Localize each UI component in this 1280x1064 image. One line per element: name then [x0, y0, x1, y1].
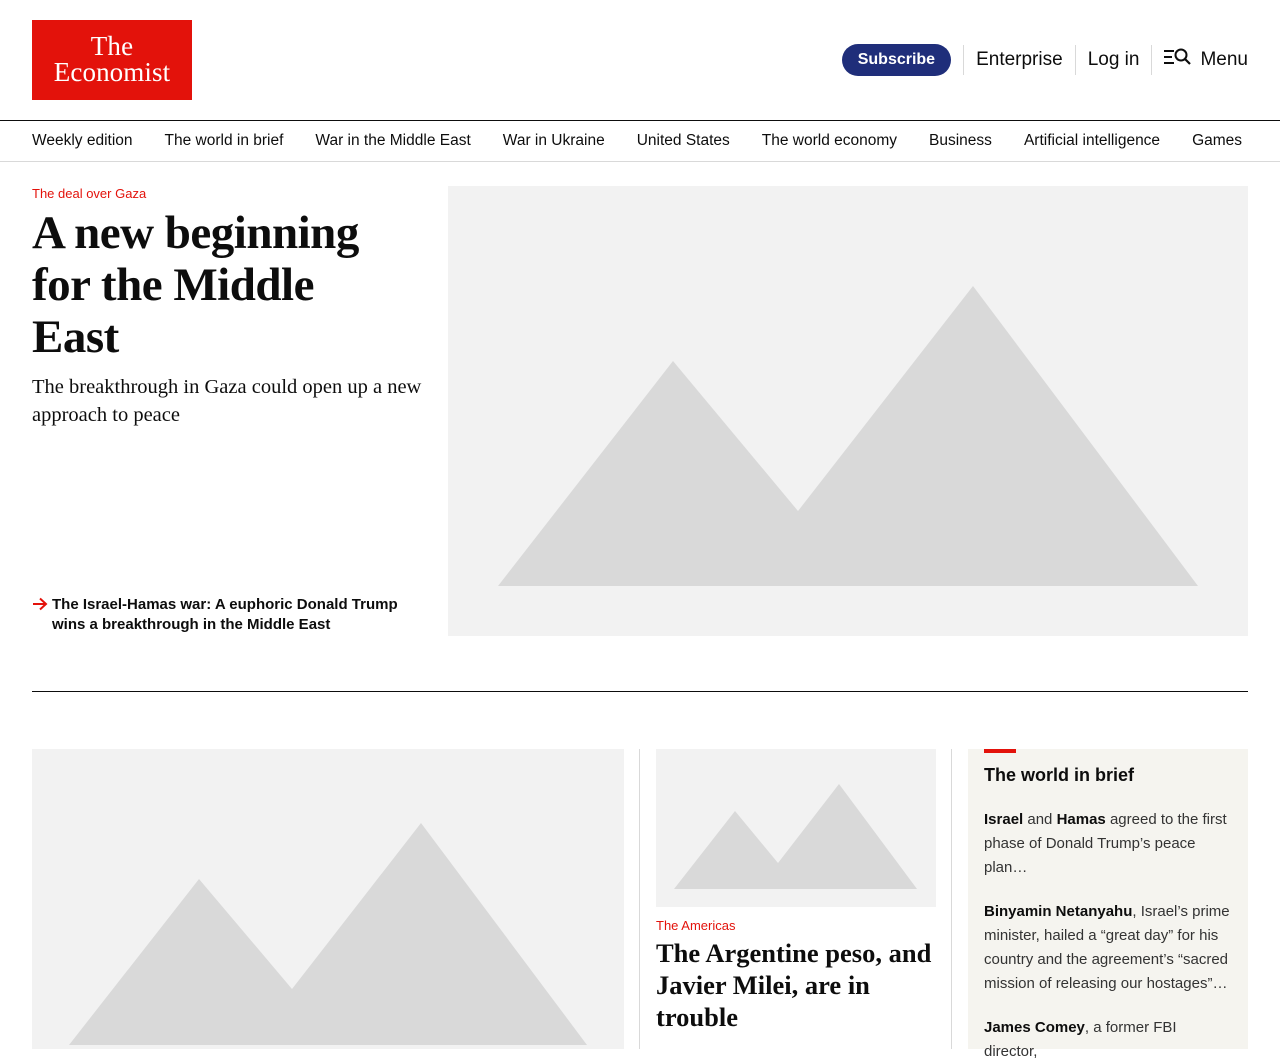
- brief-item-text: agreed to the first phase of Donald Trump’s peace plan…: [984, 811, 1227, 876]
- divider: [1151, 45, 1152, 75]
- nav-games[interactable]: Games: [1192, 132, 1243, 149]
- brief-item-text: , a former FBI director,: [984, 1019, 1177, 1060]
- secondary-story: [656, 918, 936, 1033]
- nav-world-in-brief[interactable]: The world in brief: [164, 132, 284, 149]
- nav-world-economy[interactable]: The world economy: [761, 132, 898, 149]
- nav-weekly-edition[interactable]: Weekly edition: [32, 132, 133, 149]
- section-divider: [32, 691, 1248, 692]
- section-nav: [0, 120, 1280, 162]
- story-image-placeholder[interactable]: [32, 749, 624, 1049]
- economist-logo[interactable]: [32, 20, 192, 100]
- arrow-right-icon: [32, 595, 52, 616]
- secondary-flytitle[interactable]: The Americas: [656, 918, 736, 933]
- image-placeholder-icon: [32, 749, 624, 1049]
- lead-flytitle[interactable]: The deal over Gaza: [32, 186, 147, 201]
- enterprise-link[interactable]: Enterprise: [976, 49, 1063, 70]
- brief-item[interactable]: [984, 1016, 1232, 1064]
- brief-item-bold: Israel: [984, 811, 1024, 828]
- menu-label: Menu: [1200, 49, 1248, 70]
- brief-item[interactable]: [984, 900, 1232, 996]
- lead-headline[interactable]: A new beginning for the Middle East: [32, 207, 359, 363]
- menu-button[interactable]: [1164, 47, 1248, 73]
- related-link[interactable]: [32, 595, 422, 635]
- divider: [963, 45, 964, 75]
- column-divider: [639, 749, 640, 1049]
- brief-item-text: and: [1023, 811, 1057, 828]
- secondary-headline[interactable]: The Argentine peso, and Javier Milei, are in trouble: [656, 938, 932, 1032]
- search-menu-icon: [1164, 47, 1192, 73]
- nav-artificial-intelligence[interactable]: Artificial intelligence: [1023, 132, 1161, 149]
- story-image-placeholder[interactable]: [656, 749, 936, 907]
- lead-description: The breakthrough in Gaza could open up a new approach to peace: [32, 376, 422, 426]
- divider: [1075, 45, 1076, 75]
- nav-business[interactable]: Business: [929, 132, 992, 149]
- brief-item-text: , Israel’s prime minister, hailed a “great day” for his country and the agreement’s “sacred mission of releasing our hostages”…: [984, 903, 1230, 992]
- brief-item-bold: James Comey: [984, 1019, 1085, 1036]
- image-placeholder-icon: [656, 749, 936, 907]
- nav-war-ukraine[interactable]: War in Ukraine: [502, 132, 605, 149]
- lead-story: [32, 186, 422, 429]
- brief-title[interactable]: The world in brief: [984, 765, 1135, 785]
- brief-accent-bar: [984, 749, 1016, 753]
- logo-line-2: Economist: [53, 57, 171, 87]
- brief-item-bold: Binyamin Netanyahu: [984, 903, 1133, 920]
- masthead: [0, 0, 1280, 120]
- nav-war-middle-east[interactable]: War in the Middle East: [315, 132, 471, 149]
- brief-item[interactable]: [984, 808, 1232, 880]
- login-link[interactable]: Log in: [1087, 49, 1140, 70]
- image-placeholder-icon: [448, 186, 1248, 636]
- world-in-brief-panel: [968, 749, 1248, 1060]
- subscribe-button[interactable]: Subscribe: [842, 44, 951, 76]
- header-actions: [842, 44, 1248, 76]
- lead-image-placeholder[interactable]: [448, 186, 1248, 636]
- related-link-text[interactable]: The Israel-Hamas war: A euphoric Donald Trump wins a breakthrough in the Middle East: [52, 596, 398, 633]
- column-divider: [951, 749, 952, 1049]
- nav-united-states[interactable]: United States: [636, 132, 730, 149]
- logo-line-1: The: [90, 31, 134, 61]
- brief-item-bold: Hamas: [1056, 811, 1106, 828]
